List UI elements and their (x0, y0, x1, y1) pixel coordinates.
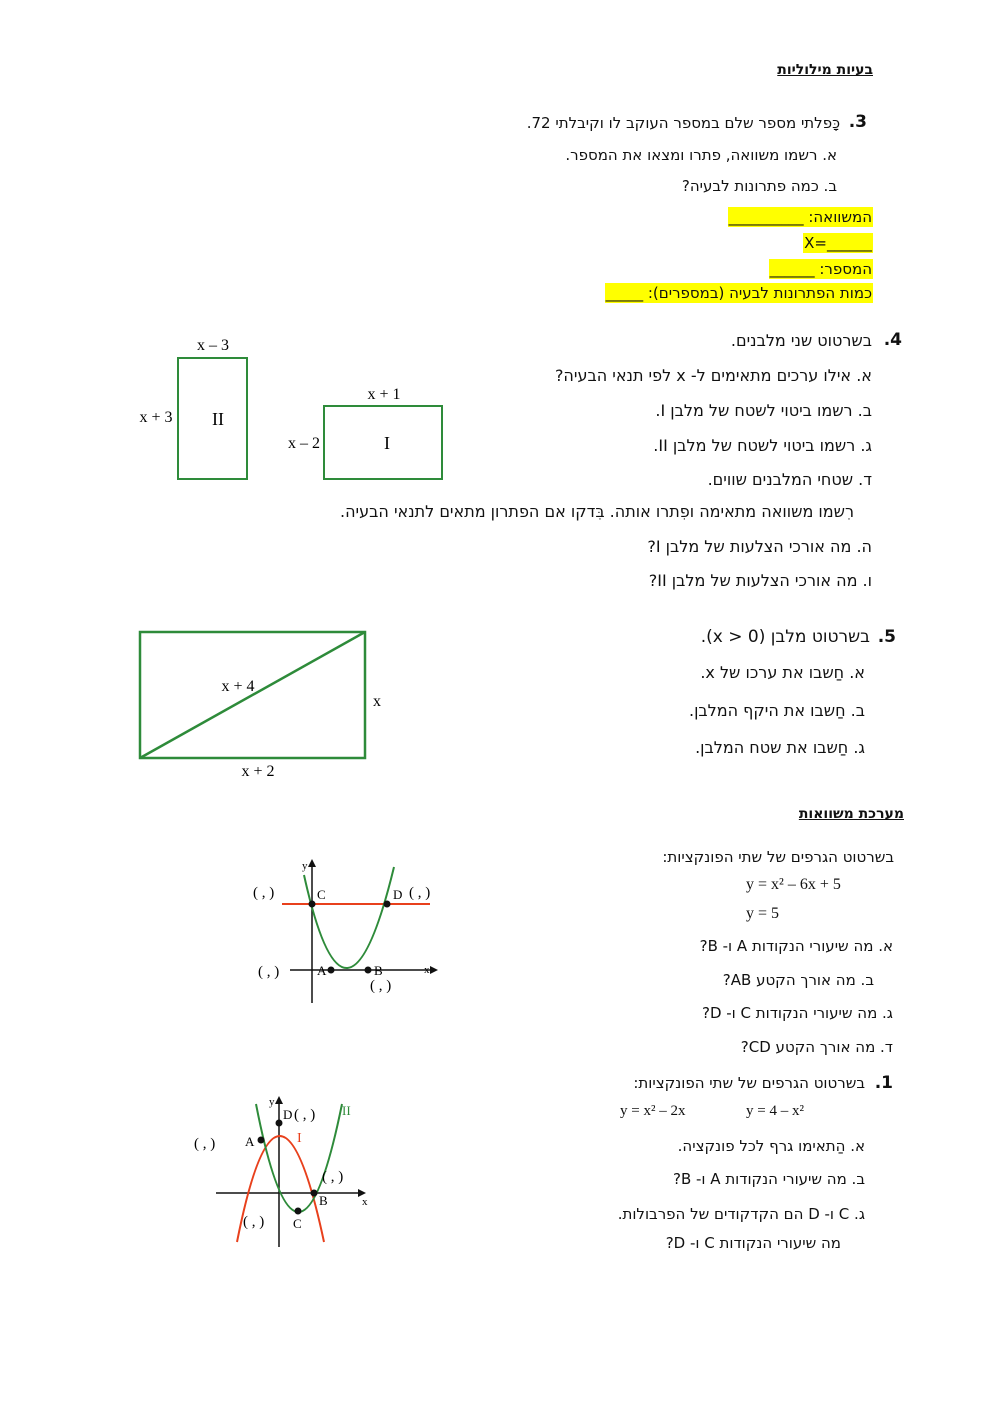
rect-ii-top-label: x – 3 (197, 337, 229, 354)
sys1-graph (248, 855, 468, 1007)
sys2-graph (190, 1092, 390, 1252)
label-b: B (374, 963, 383, 978)
paren-d: ( , ) (409, 885, 431, 901)
sys1-part-d: ד. מה אורך הקטע CD? (740, 1038, 893, 1056)
q4-part-f: ו. מה אורכי הצלעות של מלבן II? (648, 571, 872, 590)
y-axis-arrow-icon (308, 859, 316, 867)
label-d: D (283, 1107, 293, 1122)
point-a (328, 967, 335, 974)
x-axis-arrow-icon (430, 966, 438, 974)
x-axis-label: x (362, 1196, 368, 1208)
rect-ii-name: II (212, 409, 224, 429)
label-graph-i: I (297, 1131, 302, 1146)
sys1-part-a: א. מה שיעורי הנקודות A ו- B? (699, 937, 893, 955)
q3-answer-count[interactable]: כמות הפתרונות לבעיה (במספרים): _____ (605, 284, 872, 302)
q5-part-a: א. חַשבו את ערכו של x. (700, 663, 865, 682)
paren-c: ( , ) (253, 885, 275, 901)
q4-number: .4 (883, 330, 902, 350)
q3-part-b: ב. כמה פתרונות לבעיה? (681, 177, 837, 195)
q5-diagonal (140, 632, 365, 758)
point-b (365, 967, 372, 974)
point-d (384, 901, 391, 908)
sys2-part-a: א. הַתאימו גרף לכל פונקציה. (677, 1137, 865, 1155)
y-axis-label: y (269, 1096, 275, 1108)
point-c (295, 1208, 302, 1215)
q5-number: .5 (877, 627, 896, 647)
point-d (276, 1120, 283, 1127)
label-d: D (393, 887, 403, 902)
sys2-part-c: ג. C ו- D הם הקדקודים של הפרבולות. (617, 1205, 865, 1223)
label-graph-ii: II (342, 1103, 351, 1118)
parabola-1 (304, 867, 394, 968)
point-b (311, 1190, 318, 1197)
q5-rectangle-figure (130, 622, 390, 784)
q3-number: .3 (848, 112, 867, 132)
sys2-function-1: y = x² – 2x (620, 1103, 686, 1119)
section-title-word-problems: בעיות מילוליות (777, 62, 873, 78)
label-c: C (317, 887, 326, 902)
q4-part-c: ג. רשמו ביטוי לשטח של מלבן II. (653, 436, 872, 455)
rect-i-top-label: x + 1 (367, 386, 401, 403)
y-axis-label: y (302, 860, 308, 872)
q5-bottom-label: x + 2 (241, 763, 275, 780)
q4-part-a: א. אילו ערכים מתאימים ל- x לפי תנאי הבעיה? (554, 366, 872, 385)
q3-answer-x[interactable]: X=______ (804, 234, 872, 252)
q4-part-d-detail: רִשמו משוואה מתאימה ופִתרו אותה. בִּדקו אם הפתרון מתאים לתנאי הבעיה. (340, 502, 854, 521)
x-axis-label: x (424, 964, 430, 976)
q5-diagonal-label: x + 4 (221, 678, 255, 695)
rect-ii-side-label: x + 3 (139, 409, 173, 426)
paren-a: ( , ) (258, 964, 280, 980)
sys1-part-b: ב. מה אורך הקטע AB? (722, 971, 874, 989)
q3-text: כָּפלתי מספר שלם במספר העוקב לו וקיבלתי 72. (526, 114, 840, 132)
sys1-function-1: y = x² – 6x + 5 (746, 876, 841, 893)
q5-part-c: ג. חַשבו את שטח המלבן. (695, 738, 865, 757)
sys2-number: .1 (874, 1073, 893, 1093)
q4-rectangles-figure (120, 328, 460, 493)
label-b: B (319, 1193, 328, 1208)
q5-text: בשרטוט מלבן (x > 0). (700, 627, 870, 647)
q3-part-a: א. רשמו משוואה, פתרו ומצאו את המספר. (565, 146, 837, 164)
rectangle-i (324, 406, 442, 479)
sys1-intro: בשרטוט הגרפים של שתי הפונקציות: (662, 848, 894, 866)
sys1-function-2: y = 5 (746, 905, 780, 922)
point-c (309, 901, 316, 908)
label-a: A (317, 963, 327, 978)
q4-part-d: ד. שטחי המלבנים שווים. (707, 470, 872, 489)
rect-i-side-label: x – 2 (288, 435, 320, 452)
sys2-part-c-detail: מה שיעורי הנקודות C ו- D? (665, 1234, 841, 1252)
y-axis-arrow-icon (275, 1096, 283, 1104)
point-a (258, 1137, 265, 1144)
q5-part-b: ב. חַשבו את היקף המלבן. (688, 701, 865, 720)
paren-d: ( , ) (294, 1107, 316, 1123)
paren-a: ( , ) (194, 1136, 216, 1152)
q5-side-label: x (373, 693, 381, 710)
q4-part-b: ב. רשמו ביטוי לשטח של מלבן I. (655, 401, 872, 420)
q3-answer-number[interactable]: המספר: ______ (769, 260, 872, 278)
label-a: A (245, 1134, 255, 1149)
rect-i-name: I (384, 433, 390, 453)
paren-b: ( , ) (370, 978, 392, 994)
sys1-part-c: ג. מה שיעורי הנקודות C ו- D? (701, 1004, 893, 1022)
section-title-systems: מערכת משוואות (798, 806, 904, 822)
sys2-part-b: ב. מה שיעורי הנקודות A ו- B? (672, 1170, 865, 1188)
paren-b: ( , ) (322, 1169, 344, 1185)
sys2-function-2: y = 4 – x² (746, 1103, 804, 1119)
q3-answer-equation[interactable]: המשוואה: __________ (728, 208, 872, 226)
sys2-intro: בשרטוט הגרפים של שתי הפונקציות: (633, 1074, 865, 1092)
q4-part-e: ה. מה אורכי הצלעות של מלבן I? (647, 537, 872, 556)
label-c: C (293, 1216, 302, 1231)
paren-c: ( , ) (243, 1214, 265, 1230)
q4-text: בשרטוט שני מלבנים. (730, 331, 872, 350)
